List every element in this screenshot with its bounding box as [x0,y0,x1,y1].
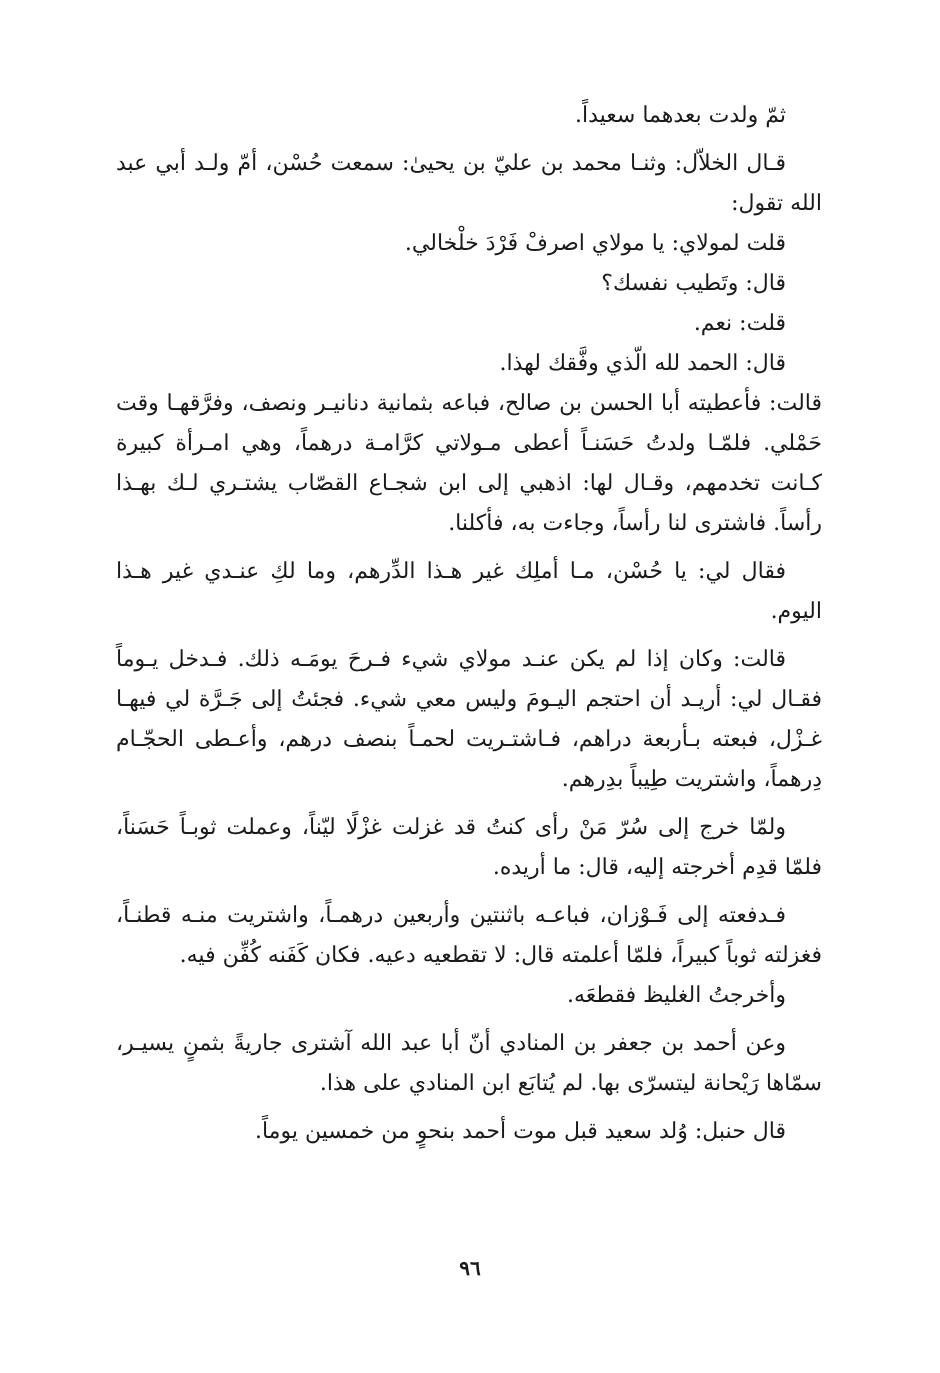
page-number: ٩٦ [459,1256,481,1280]
paragraph-12: وأخرجتُ الغليظ فقطعَه. [567,983,786,1008]
paragraph-13: وعن أحمد بن جعفر بن المنادي أنّ أبا عبد الله آشترى جاريةً بثمنٍ يسيـر، سمّاها رَيْحانة ليتسرّى بها. لم يُتابَع ابن المنادي على هذا. [116,1031,822,1096]
paragraph-9: قالت: وكان إذا لم يكن عنـد مولاي شيء فـرحَ يومَـه ذلك. فـدخل يـوماً فقـال لي: أريـد أن احتجم اليـومَ وليس معي شيء. فجئتُ إلى جَـرَّة لي فيهـا غـزْل، فبعته بـأربعة دراهم، فـاشتـريت لحمـاً بنصف درهم، وأعـطى الحجّـام دِرهماً، واشتريت طِيباً بدِرهم. [116,647,822,792]
paragraph-3: قلت لمولاي: يا مولاي اصرفْ فَرْدَ خلْخالي. [404,231,786,256]
paragraph-6: قال: الحمد لله الّذي وفَّقك لهذا. [499,351,786,376]
paragraph-11: فـدفعته إلى فَـوْزان، فباعـه باثنتين وأربعين درهمـاً، واشتريت منـه قطنـاً، فغزلته ثوباً كبيراً، فلمّا أعلمته قال: لا تقطعيه دعيه. فكان كَفَنه كُفِّن فيه. [116,903,822,968]
text-body [116,96,822,1152]
paragraph-2: قـال الخلاّل: وثنـا محمد بن عليّ بن يحيىٰ: سمعت حُسْن، أمّ ولـد أبي عبد الله تقول: [116,151,822,216]
paragraph-8: فقال لي: يا حُسْن، مـا أملِك غير هـذا الدِّرهم، وما لكِ عنـدي غير هـذا اليوم. [116,559,822,624]
paragraph-4: قال: وتَطيب نفسك؟ [601,271,786,296]
paragraph-1: ثمّ ولدت بعدهما سعيداً. [575,103,786,128]
paragraph-7: قالت: فأعطيته أبا الحسن بن صالح، فباعه بثمانية دنانيـر ونصف، وفرَّقهـا وقت حَمْلي. فلمّـا ولدتُ حَسَنـاً أعطى مـولاتي كرَّامـة درهماً، وهي امـرأة كبيرة كـانت تخدمهم، وقـال لها: اذهبي إلى ابن شجـاع القصّاب يشتـري لـك بهـذا رأساً. فاشترى لنا رأساً، وجاءت به، فأكلنا. [116,391,822,536]
paragraph-10: ولمّا خرج إلى سُرّ مَنْ رأى كنتُ قد غزلت غزْلًا ليّناً، وعملت ثوبـاً حَسَناً، فلمّا قدِم أخرجته إليه، قال: ما أريده. [116,815,822,880]
paragraph-14: قال حنبل: وُلد سعيد قبل موت أحمد بنحوٍ من خمسين يوماً. [254,1119,786,1144]
paragraph-5: قلت: نعم. [693,311,786,336]
